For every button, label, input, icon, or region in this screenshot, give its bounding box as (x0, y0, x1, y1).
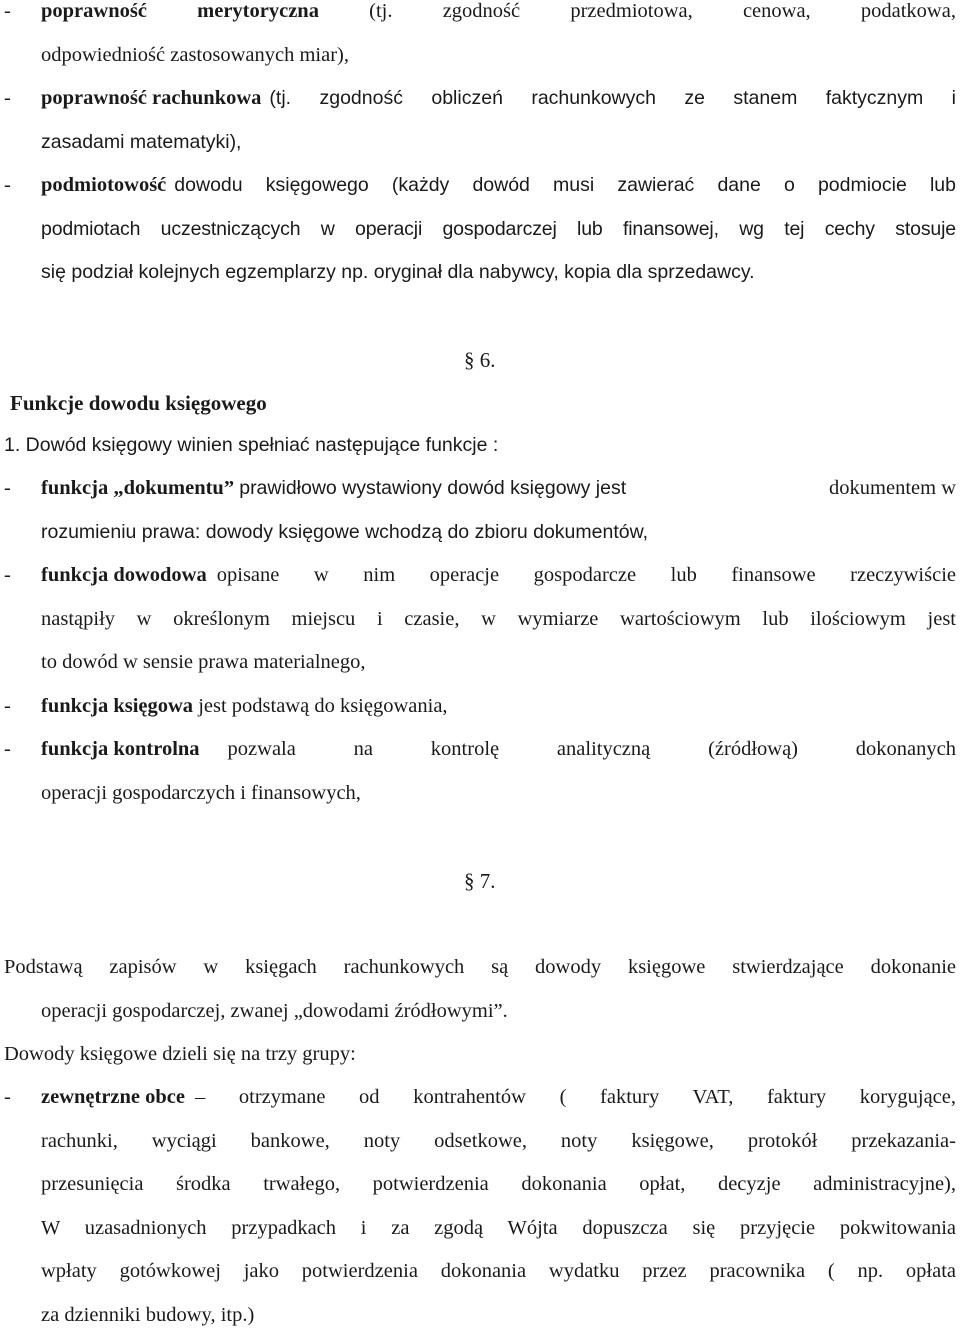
text-segment: (tj. zgodność obliczeń rachunkowych ze stanem faktycznym i (269, 77, 956, 121)
list-item-funkcja-dowodowa (4, 554, 956, 685)
bold-term: merytoryczna (197, 0, 319, 34)
bold-term: podmiotowość (41, 164, 166, 208)
bullet-dash: - (4, 728, 11, 772)
bullet-dash: - (4, 1076, 11, 1120)
text-segment: dowodu księgowego (każdy dowód musi zawierać dane o podmiocie lub (174, 164, 956, 208)
text-segment: – otrzymane od kontrahentów ( faktury VAT, faktury korygujące, (195, 1076, 956, 1120)
section-number-7: § 7. (464, 863, 496, 899)
bullet-dash: - (4, 467, 11, 511)
bold-term: zewnętrzne obce (41, 1076, 185, 1120)
text-line: operacji gospodarczej, zwanej „dowodami źródłowymi”. (4, 990, 956, 1034)
list-item-funkcja-dokumentu (4, 467, 956, 554)
bold-term: funkcja kontrolna (41, 728, 200, 772)
bold-term: funkcja księgowa (41, 695, 193, 717)
text-word: przedmiotowa, (570, 0, 692, 34)
text-line: za dzienniki budowy, itp.) (41, 1294, 956, 1337)
text-line: Podstawą zapisów w księgach rachunkowych są dowody księgowe stwierdzające dokonanie (4, 946, 956, 990)
text-segment: jest podstawą do księgowania, (198, 695, 447, 717)
list-item-podmiotowosc (4, 164, 956, 295)
text-line: się podział kolejnych egzemplarzy np. oryginał dla nabywcy, kopia dla sprzedawcy. (41, 251, 956, 295)
bold-term: funkcja „dokumentu” (41, 477, 234, 499)
list-item-funkcja-ksiegowa (4, 685, 956, 729)
text-line: nastąpiły w określonym miejscu i czasie, w wymiarze wartościowym lub ilościowym jest (41, 598, 956, 642)
text-word: cenowa, (743, 0, 811, 34)
text-segment: dokumentem w (829, 467, 956, 511)
text-line: odpowiedniość zastosowanych miar), (41, 34, 956, 78)
text-line: podmiotach uczestniczących w operacji gospodarczej lub finansowej, wg tej cechy stosuje (41, 208, 956, 252)
list-item-funkcja-kontrolna (4, 728, 956, 815)
list-item-rachunkowa (4, 77, 956, 164)
text-word: podatkowa, (861, 0, 956, 34)
text-line: rachunki, wyciągi bankowe, noty odsetkowe, noty księgowe, protokół przekazania- (41, 1120, 956, 1164)
paragraph-podstawa (4, 946, 956, 1033)
list-item-merytoryczna (4, 0, 956, 77)
bullet-dash: - (4, 164, 11, 208)
text-word: zgodność (443, 0, 520, 34)
intro-line: 1. Dowód księgowy winien spełniać następujące funkcje : (4, 424, 956, 468)
text-line: to dowód w sensie prawa materialnego, (41, 641, 956, 685)
list-item-zewnetrzne-obce (4, 1076, 956, 1337)
text-line: wpłaty gotówkowej jako potwierdzenia dokonania wydatku przez pracownika ( np. opłata (41, 1250, 956, 1294)
text-segment: pozwala na kontrolę analityczną (źródłową) dokonanych (228, 728, 956, 772)
text-word: (tj. (369, 0, 392, 34)
text-line: przesunięcia środka trwałego, potwierdzenia dokonania opłat, decyzje administracyjne), (41, 1163, 956, 1207)
bold-term: poprawność rachunkowa (41, 77, 261, 121)
bullet-dash: - (4, 685, 11, 729)
bold-term: funkcja dowodowa (41, 554, 207, 598)
bullet-dash: - (4, 77, 11, 121)
text-line: Dowody księgowe dzieli się na trzy grupy: (4, 1033, 956, 1077)
bullet-dash: - (4, 0, 11, 34)
bold-term: poprawność (41, 0, 147, 34)
text-line: zasadami matematyki), (41, 121, 956, 165)
text-line: operacji gospodarczych i finansowych, (41, 772, 956, 816)
section-heading: Funkcje dowodu księgowego (10, 385, 267, 421)
text-segment: prawidłowo wystawiony dowód księgowy jest (239, 477, 626, 499)
section-number-6: § 6. (464, 342, 496, 378)
bullet-dash: - (4, 554, 11, 598)
text-line: rozumieniu prawa: dowody księgowe wchodzą do zbioru dokumentów, (41, 511, 956, 555)
text-line: W uzasadnionych przypadkach i za zgodą Wójta dopuszcza się przyjęcie pokwitowania (41, 1207, 956, 1251)
text-segment: opisane w nim operacje gospodarcze lub finansowe rzeczywiście (217, 554, 956, 598)
paragraph-grupy (4, 1033, 956, 1077)
